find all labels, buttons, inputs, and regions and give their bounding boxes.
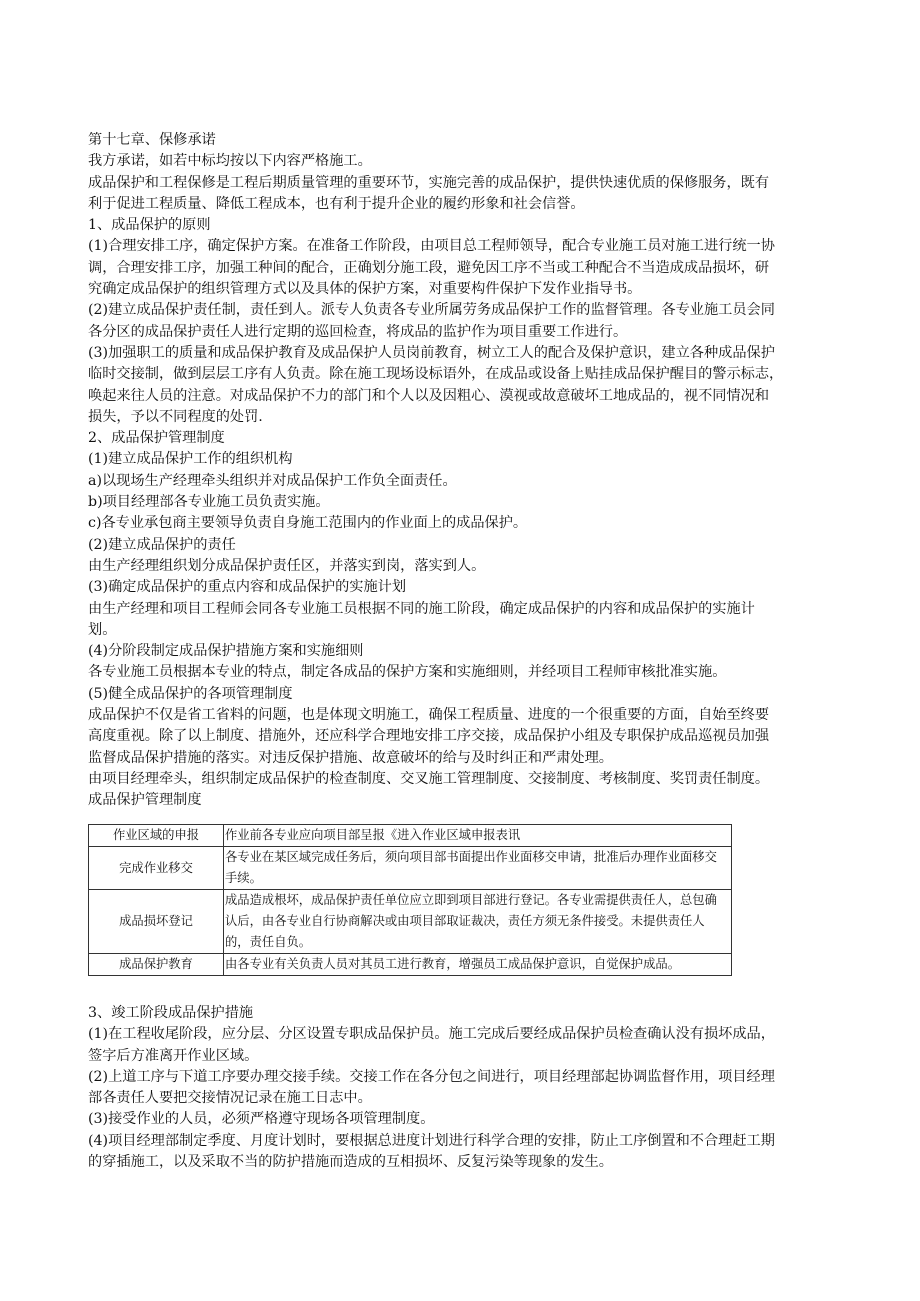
table-key-cell: 成品损坏登记	[89, 890, 224, 954]
text-line: 究确定成品保护的组织管理方式以及具体的保护方案，对重要构件保护下发作业指导书。	[88, 281, 642, 298]
text-line: 损失，予以不同程度的处罚.	[88, 408, 263, 425]
text-line: (3)加强职工的质量和成品保护教育及成品保护人员岗前教育，树立工人的配合及保护意识，建立各种成品保护	[88, 344, 775, 361]
text-line: 各专业施工员根据本专业的特点，制定各成品的保护方案和实施细则，并经项目工程师审核批准实施。	[88, 664, 727, 681]
text-line: c)各专业承包商主要领导负责自身施工范围内的作业面上的成品保护。	[88, 515, 528, 532]
text-line: 由生产经理和项目工程师会同各专业施工员根据不同的施工阶段，确定成品保护的内容和成品保护的实施计	[88, 600, 755, 617]
text-line: 由项目经理牵头，组织制定成品保护的检查制度、交叉施工管理制度、交接制度、考核制度、奖罚责任制度。	[88, 770, 770, 787]
text-line: (2)建立成品保护责任制，责任到人。派专人负责各专业所属劳务成品保护工作的监督管理。各专业施工员会同	[88, 302, 775, 319]
table-row	[89, 847, 732, 890]
text-line: 第十七章、保修承诺	[88, 132, 216, 148]
table-key-cell: 完成作业移交	[89, 847, 224, 890]
table-key-cell: 成品保护教育	[89, 954, 224, 976]
text-line: (1)合理安排工序，确定保护方案。在准备工作阶段，由项目总工程师领导，配合专业施工员对施工进行统一协	[88, 238, 775, 255]
text-line: 利于促进工程质量、降低工程成本，也有利于提升企业的履约形象和社会信誉。	[88, 195, 585, 212]
table-row	[89, 825, 732, 847]
text-line: (3)确定成品保护的重点内容和成品保护的实施计划	[88, 579, 407, 596]
text-line: 由生产经理组织划分成品保护责任区，并落实到岗，落实到人。	[88, 557, 486, 574]
table-value-cell: 由各专业有关负责人员对其员工进行教育，增强员工成品保护意识，自觉保护成品。	[224, 954, 732, 976]
body-text-upper	[88, 130, 848, 812]
table-row	[89, 890, 732, 954]
text-line: 3、竣工阶段成品保护措施	[88, 1005, 254, 1021]
text-line: 划。	[88, 621, 117, 638]
text-line: 2、成品保护管理制度	[88, 430, 225, 447]
text-line: a)以现场生产经理牵头组织并对成品保护工作负全面责任。	[88, 472, 457, 489]
text-line: 调，合理安排工序，加强工种间的配合，正确划分施工段，避免因工序不当或工种配合不当造成成品损坏，研	[88, 259, 770, 276]
text-line: (1)在工程收尾阶段，应分层、分区设置专职成品保护员。施工完成后要经成品保护员检查确认没有损坏成品，	[88, 1026, 775, 1043]
text-line: 的穿插施工，以及采取不当的防护措施而造成的互相损坏、反复污染等现象的发生。	[88, 1154, 613, 1171]
text-line: 各分区的成品保护责任人进行定期的巡回检查，将成品的监护作为项目重要工作进行。	[88, 323, 628, 340]
text-line: 部各责任人要把交接情况记录在施工日志中。	[88, 1090, 372, 1107]
body-text-lower	[88, 1003, 848, 1173]
table-value-cell: 成品造成根坏，成品保护责任单位应立即到项目部进行登记。各专业需提供责任人，总包确认后，由各专业自行协商解决或由项目部取证裁决，责任方须无条件接受。未提供责任人的，责任自负。	[224, 890, 732, 954]
text-line: 临时交接制，做到层层工序有人负责。除在施工现场设标语外，在成品或设备上贴挂成品保护醒目的警示标志，	[88, 366, 784, 383]
management-table	[88, 824, 732, 976]
text-line: 我方承诺，如若中标均按以下内容严格施工。	[88, 153, 372, 170]
text-line: 签字后方准离开作业区域。	[88, 1047, 259, 1064]
text-line: 监督成品保护措施的落实。对违反保护措施、故意破坏的给与及时纠正和严肃处理。	[88, 749, 613, 766]
table-row	[89, 954, 732, 976]
text-line: (2)上道工序与下道工序要办理交接手续。交接工作在各分包之间进行，项目经理部起协调监督作用，项目经理	[88, 1068, 775, 1085]
text-line: 1、成品保护的原则	[88, 217, 211, 234]
text-line: 成品保护不仅是省工省料的问题，也是体现文明施工，确保工程质量、进度的一个很重要的方面，自始至终要	[88, 707, 770, 724]
text-line: (4)分阶段制定成品保护措施方案和实施细则	[88, 643, 364, 660]
text-line: 高度重视。除了以上制度、措施外，还应科学合理地安排工序交接，成品保护小组及专职保护成品巡视员加强	[88, 728, 770, 745]
text-line: (4)项目经理部制定季度、月度计划时，要根据总进度计划进行科学合理的安排，防止工序倒置和不合理赶工期	[88, 1132, 775, 1149]
text-line: (3)接受作业的人员，必须严格遵守现场各项管理制度。	[88, 1111, 435, 1128]
text-line: 成品保护管理制度	[88, 792, 202, 809]
table-key-cell: 作业区域的申报	[89, 825, 224, 847]
text-line: (1)建立成品保护工作的组织机构	[88, 451, 293, 468]
text-line: 唤起来往人员的注意。对成品保护不力的部门和个人以及因粗心、漠视或故意破坏工地成品的，视不同情况和	[88, 387, 770, 404]
table-value-cell: 作业前各专业应向项目部呈报《进入作业区域申报表讯	[224, 825, 732, 847]
table-value-cell: 各专业在某区域完成任务后，须向项目部书面提出作业面移交申请，批准后办理作业面移交手续。	[224, 847, 732, 890]
text-line: 成品保护和工程保修是工程后期质量管理的重要环节，实施完善的成品保护，提供快速优质的保修服务，既有	[88, 174, 770, 191]
text-line: b)项目经理部各专业施工员负责实施。	[88, 494, 330, 511]
text-line: (2)建立成品保护的责任	[88, 536, 236, 553]
text-line: (5)健全成品保护的各项管理制度	[88, 685, 293, 702]
